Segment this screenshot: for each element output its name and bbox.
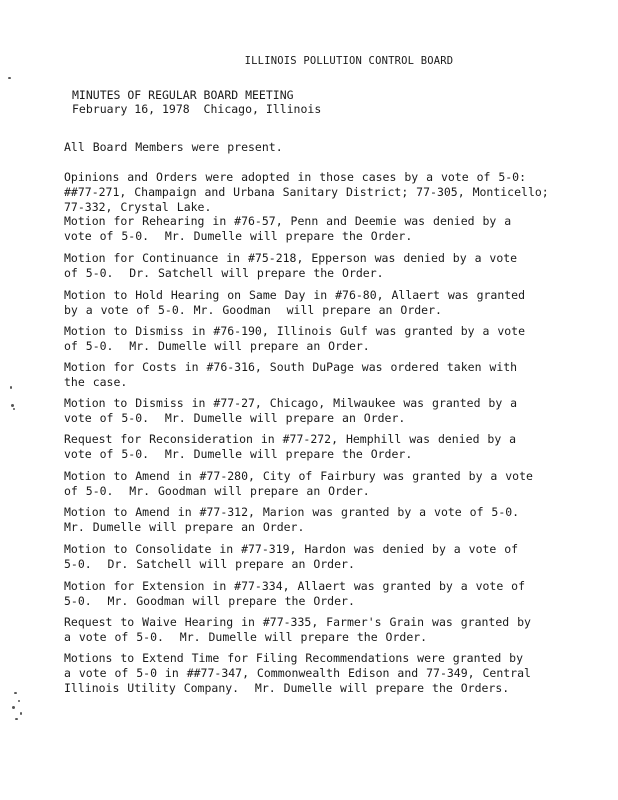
paragraph-line: Motion to Amend in #77-280, City of Fairbury was granted by a vote: [64, 469, 533, 483]
minutes-paragraph: [64, 651, 554, 696]
paragraph-line: vote of 5-0. Mr. Dumelle will prepare the Order.: [64, 229, 413, 243]
minutes-paragraph: [64, 324, 554, 354]
minutes-paragraph: [64, 140, 554, 155]
scan-speck: [12, 706, 15, 709]
date-location: February 16, 1978 Chicago, Illinois: [72, 102, 322, 116]
scan-speck: [14, 692, 17, 694]
scan-speck: [18, 700, 20, 702]
paragraph-line: Motion for Extension in #77-334, Allaert was granted by a vote of: [64, 579, 526, 593]
paragraph-line: Motion to Consolidate in #77-319, Hardon was denied by a vote of: [64, 542, 519, 556]
paragraph-line: a vote of 5-0 in ##77-347, Commonwealth Edison and 77-349, Central: [64, 666, 531, 680]
paragraph-line: Request to Waive Hearing in #77-335, Farmer's Grain was granted by: [64, 615, 531, 629]
scan-speck: [15, 718, 18, 720]
paragraph-line: Motion to Hold Hearing on Same Day in #76-80, Allaert was granted: [64, 288, 526, 302]
paragraph-line: of 5-0. Dr. Satchell will prepare the Order.: [64, 266, 384, 280]
minutes-paragraph: [64, 251, 554, 281]
paragraph-line: a vote of 5-0. Mr. Dumelle will prepare the Order.: [64, 630, 428, 644]
paragraph-line: Request for Reconsideration in #77-272, Hemphill was denied by a: [64, 432, 517, 446]
minutes-paragraph: [64, 615, 554, 645]
minutes-paragraph: [64, 505, 554, 535]
minutes-paragraph: [64, 170, 554, 215]
minutes-paragraph: [64, 396, 554, 426]
scan-speck: [8, 77, 11, 79]
paragraph-line: Motion to Dismiss in #76-190, Illinois Gulf was granted by a vote: [64, 324, 526, 338]
paragraph-line: Illinois Utility Company. Mr. Dumelle will prepare the Orders.: [64, 681, 510, 695]
paragraph-line: the case.: [64, 375, 128, 389]
paragraph-line: vote of 5-0. Mr. Dumelle will prepare an Order.: [64, 411, 406, 425]
minutes-heading: MINUTES OF REGULAR BOARD MEETING: [72, 88, 294, 102]
scan-speck: [10, 386, 12, 389]
paragraph-line: Mr. Dumelle will prepare an Order.: [64, 520, 305, 534]
minutes-paragraph: [64, 469, 554, 499]
paragraph-line: of 5-0. Mr. Dumelle will prepare an Order.: [64, 339, 370, 353]
paragraph-line: Opinions and Orders were adopted in those cases by a vote of 5-0:: [64, 170, 527, 184]
paragraph-line: Motions to Extend Time for Filing Recommendations were granted by: [64, 651, 524, 665]
minutes-paragraph: [64, 579, 554, 609]
document-title: ILLINOIS POLLUTION CONTROL BOARD: [244, 55, 454, 67]
minutes-paragraph: [64, 214, 554, 244]
paragraph-line: by a vote of 5-0. Mr. Goodman will prepare an Order.: [64, 303, 442, 317]
paragraph-line: Motion for Rehearing in #76-57, Penn and Deemie was denied by a: [64, 214, 512, 228]
paragraph-line: vote of 5-0. Mr. Dumelle will prepare the Order.: [64, 447, 413, 461]
meeting-header: [72, 88, 321, 116]
paragraph-line: Motion for Costs in #76-316, South DuPage was ordered taken with: [64, 360, 518, 374]
paragraph-line: 77-332, Crystal Lake.: [64, 200, 212, 214]
scan-speck: [20, 712, 22, 715]
minutes-paragraph: [64, 542, 554, 572]
paragraph-line: Motion to Amend in #77-312, Marion was granted by a vote of 5-0.: [64, 505, 520, 519]
paragraph-line: Motion to Dismiss in #77-27, Chicago, Milwaukee was granted by a: [64, 396, 518, 410]
paragraph-line: of 5-0. Mr. Goodman will prepare an Order.: [64, 484, 370, 498]
scan-speck: [11, 404, 14, 407]
paragraph-line: Motion for Continuance in #75-218, Epperson was denied by a vote: [64, 251, 518, 265]
paragraph-line: All Board Members were present.: [64, 140, 283, 154]
minutes-paragraph: [64, 360, 554, 390]
minutes-paragraph: [64, 288, 554, 318]
paragraph-line: ##77-271, Champaign and Urbana Sanitary District; 77-305, Monticello;: [64, 185, 549, 199]
minutes-paragraph: [64, 432, 554, 462]
paragraph-line: 5-0. Dr. Satchell will prepare an Order.: [64, 557, 355, 571]
scan-speck: [13, 408, 15, 410]
paragraph-line: 5-0. Mr. Goodman will prepare the Order.: [64, 594, 355, 608]
